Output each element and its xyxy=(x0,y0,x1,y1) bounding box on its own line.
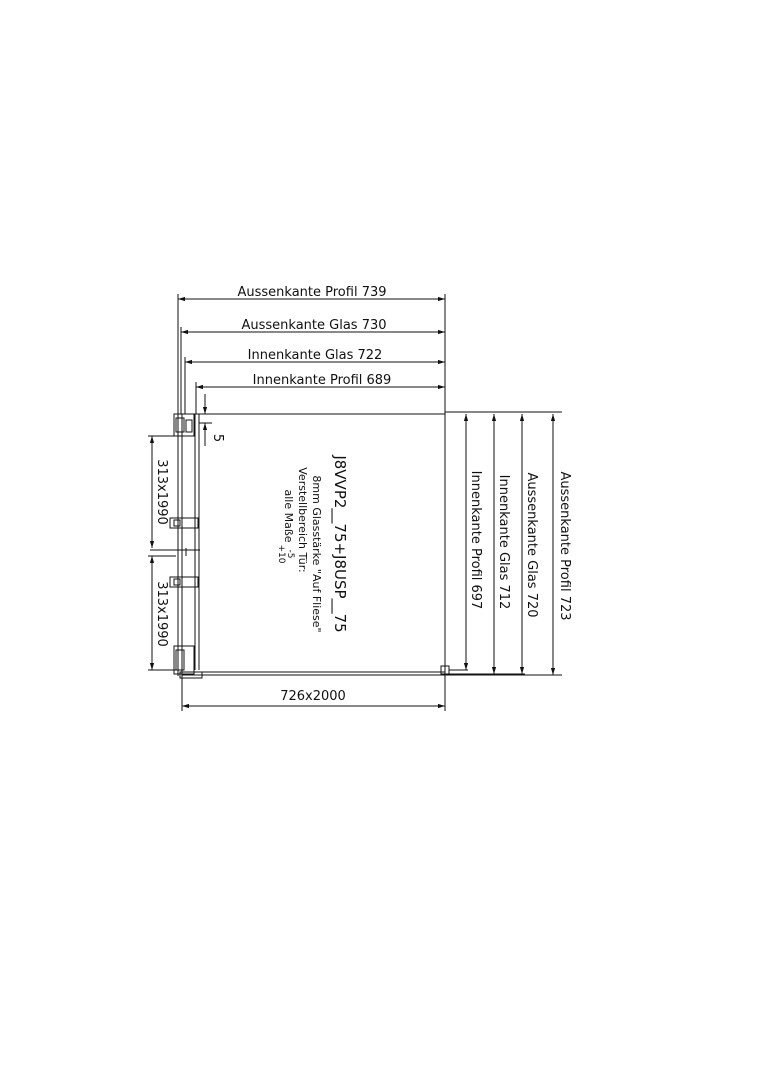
label-innenkante-profil-689: Innenkante Profil 689 xyxy=(252,373,392,388)
label-door-panel-upper: 313x1990 xyxy=(154,459,169,525)
label-gap-5: 5 xyxy=(210,433,225,443)
glass-thickness-note: 8mm Glasstärke "Auf Fliese" xyxy=(310,475,323,633)
label-aussenkante-profil-739: Aussenkante Profil 739 xyxy=(237,285,387,300)
label-aussenkante-glas-730: Aussenkante Glas 730 xyxy=(241,318,387,333)
adjustment-range-note: Verstellbereich Tür: xyxy=(296,467,309,573)
label-innenkante-glas-712: Innenkante Glas 712 xyxy=(496,474,511,610)
label-aussenkante-glas-720: Aussenkante Glas 720 xyxy=(524,472,539,618)
central-notes xyxy=(276,454,349,632)
label-door-panel-lower: 313x1990 xyxy=(154,581,169,647)
label-overall-726x2000: 726x2000 xyxy=(280,689,346,704)
label-aussenkante-profil-723: Aussenkante Profil 723 xyxy=(557,471,572,621)
tolerance-plus: +10 xyxy=(276,544,286,564)
tolerance-minus: -5 xyxy=(285,549,295,559)
tolerance-note: alle Maße xyxy=(282,489,295,543)
label-innenkante-profil-697: Innenkante Profil 697 xyxy=(468,470,483,610)
label-innenkante-glas-722: Innenkante Glas 722 xyxy=(247,348,383,363)
model-code: J8VVP2__75+J8USP__75 xyxy=(331,455,349,633)
